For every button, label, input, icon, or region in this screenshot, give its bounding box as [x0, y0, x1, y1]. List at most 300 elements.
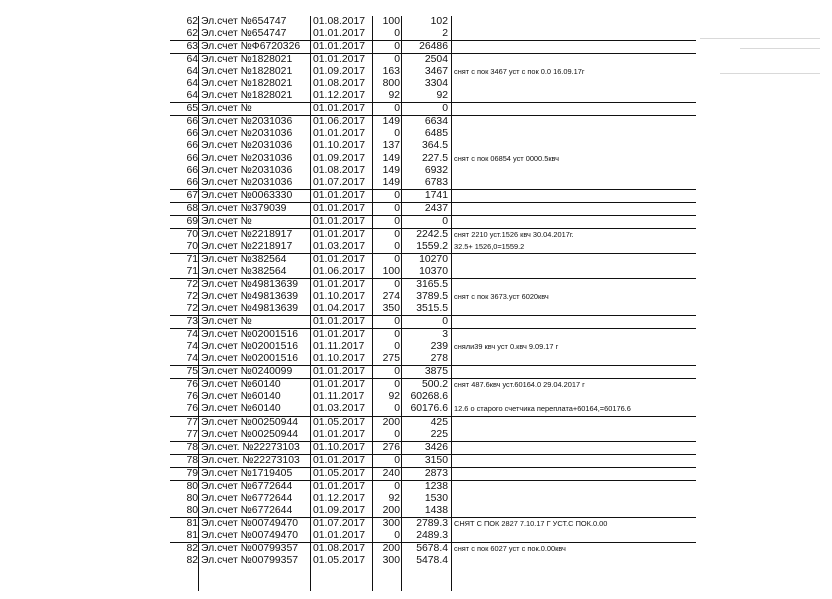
table-row: [170, 517, 696, 530]
meter-name: Эл.счет №49813639: [201, 278, 299, 290]
meter-reading: 0: [442, 103, 448, 115]
table-row: [170, 315, 696, 328]
meter-name: Эл.счет №2031036: [201, 164, 293, 176]
consumption-value: 0: [394, 379, 400, 391]
account-number: 72: [186, 303, 198, 315]
meter-reading: 6634: [424, 116, 448, 128]
consumption-value: 274: [382, 291, 400, 303]
reading-date: 01.01.2017: [313, 28, 366, 40]
meter-name: Эл.счет №1719405: [201, 467, 293, 479]
reading-date: 01.01.2017: [313, 480, 366, 492]
reading-date: 01.01.2017: [313, 215, 366, 227]
reading-note: [452, 103, 696, 115]
reading-date: 01.01.2017: [313, 103, 366, 115]
account-number: 82: [186, 542, 198, 554]
consumption-value: 149: [382, 176, 400, 188]
meter-reading: 10370: [419, 265, 448, 277]
consumption-value: 0: [394, 240, 400, 252]
table-row: [170, 78, 696, 90]
consumption-value: 100: [382, 16, 400, 27]
consumption-value: 275: [382, 353, 400, 365]
reading-note: [452, 555, 696, 567]
scan-artifact: [700, 38, 820, 39]
table-row: [170, 278, 696, 291]
reading-note: [452, 303, 696, 315]
meter-name: Эл.счет №00250944: [201, 416, 299, 428]
reading-note: снят с пок 6027 уст с пок.0.00квч: [454, 543, 566, 553]
reading-note: 12.6 о старого счетчика переплата+60164,=60176.6: [454, 404, 631, 414]
reading-date: 01.07.2017: [313, 176, 366, 188]
reading-note: [452, 254, 696, 266]
meter-reading: 2437: [424, 202, 448, 214]
table-row: [170, 189, 696, 202]
meter-reading: 3165.5: [416, 278, 448, 290]
table-row: [170, 454, 696, 467]
table-row: [170, 128, 696, 140]
meter-name: Эл.счет №02001516: [201, 329, 299, 341]
consumption-value: 0: [394, 278, 400, 290]
table-row: [170, 493, 696, 505]
table-row: [170, 530, 696, 542]
meter-reading: 10270: [419, 253, 448, 265]
reading-date: 01.09.2017: [313, 152, 366, 164]
meter-reading: 2789.3: [416, 517, 448, 529]
meter-reading: 92: [436, 90, 448, 102]
meter-readings-table: [170, 16, 696, 567]
account-number: 76: [186, 379, 198, 391]
consumption-value: 200: [382, 542, 400, 554]
meter-reading: 3789.5: [416, 291, 448, 303]
consumption-value: 0: [394, 28, 400, 40]
ledger-sheet: [170, 16, 696, 591]
table-row: [170, 153, 696, 165]
meter-name: Эл.счет №02001516: [201, 353, 299, 365]
reading-date: 01.04.2017: [313, 303, 366, 315]
meter-reading: 3467: [424, 66, 448, 78]
account-number: 74: [186, 329, 198, 341]
reading-date: 01.01.2017: [313, 379, 366, 391]
table-row: [170, 115, 696, 128]
meter-name: Эл.счет №00749470: [201, 517, 299, 529]
reading-note: [452, 316, 696, 328]
meter-name: Эл.счет №00250944: [201, 428, 299, 440]
reading-note: [452, 353, 696, 365]
consumption-value: 92: [388, 90, 400, 102]
account-number: 74: [186, 341, 198, 353]
consumption-value: 350: [382, 303, 400, 315]
reading-note: [452, 366, 696, 378]
meter-reading: 6485: [424, 128, 448, 140]
meter-reading: 225: [430, 428, 448, 440]
reading-date: 01.08.2017: [313, 78, 366, 90]
account-number: 70: [186, 240, 198, 252]
meter-reading: 3426: [424, 441, 448, 453]
table-row: [170, 353, 696, 365]
reading-note: СНЯТ С ПОК 2827 7.10.17 Г УСТ.С ПОК.0.00: [454, 518, 608, 528]
consumption-value: 0: [394, 341, 400, 353]
reading-date: 01.03.2017: [313, 403, 366, 415]
meter-name: Эл.счет №2031036: [201, 140, 293, 152]
table-row: [170, 202, 696, 215]
reading-date: 01.01.2017: [313, 529, 366, 541]
reading-date: 01.01.2017: [313, 278, 366, 290]
reading-note: [452, 41, 696, 53]
meter-name: Эл.счет №1828021: [201, 78, 293, 90]
reading-note: снят 487.6квч уст.60164.0 29.04.2017 г: [454, 380, 585, 390]
account-number: 64: [186, 66, 198, 78]
consumption-value: 0: [394, 316, 400, 328]
meter-name: Эл.счет №654747: [201, 28, 287, 40]
account-number: 81: [186, 529, 198, 541]
reading-date: 01.01.2017: [313, 189, 366, 201]
meter-reading: 60176.6: [410, 403, 448, 415]
meter-name: Эл.счет №2218917: [201, 228, 293, 240]
reading-note: [452, 165, 696, 177]
reading-date: 01.01.2017: [313, 366, 366, 378]
table-row: [170, 391, 696, 403]
meter-name: Эл.счет. №22273103: [201, 441, 300, 453]
account-number: 80: [186, 504, 198, 516]
reading-date: 01.01.2017: [313, 329, 366, 341]
meter-reading: 1238: [424, 480, 448, 492]
meter-reading: 102: [430, 16, 448, 27]
reading-note: [452, 493, 696, 505]
meter-name: Эл.счет. №22273103: [201, 454, 300, 466]
reading-date: 01.05.2017: [313, 467, 366, 479]
meter-reading: 364.5: [421, 140, 448, 152]
meter-reading: 60268.6: [410, 391, 448, 403]
account-number: 64: [186, 90, 198, 102]
reading-note: [452, 505, 696, 517]
meter-name: Эл.счет №2031036: [201, 152, 293, 164]
table-row: [170, 40, 696, 53]
account-number: 70: [186, 228, 198, 240]
reading-note: снят с пок 06854 уст 0000.5квч: [454, 153, 559, 163]
meter-name: Эл.счет №60140: [201, 403, 281, 415]
table-row: [170, 215, 696, 228]
consumption-value: 0: [394, 454, 400, 466]
reading-date: 01.01.2017: [313, 128, 366, 140]
consumption-value: 100: [382, 265, 400, 277]
reading-note: сняли39 квч уст 0.квч 9.09.17 г: [454, 342, 559, 352]
reading-date: 01.01.2017: [313, 428, 366, 440]
table-row: [170, 291, 696, 303]
account-number: 64: [186, 78, 198, 90]
account-number: 81: [186, 517, 198, 529]
account-number: 75: [186, 366, 198, 378]
meter-name: Эл.счет №: [201, 316, 252, 328]
meter-name: Эл.счет №00799357: [201, 555, 299, 567]
account-number: 66: [186, 164, 198, 176]
consumption-value: 0: [394, 215, 400, 227]
scan-artifact: [740, 48, 820, 49]
meter-reading: 227.5: [421, 152, 448, 164]
meter-reading: 1741: [424, 189, 448, 201]
consumption-value: 0: [394, 253, 400, 265]
meter-reading: 2489.3: [416, 529, 448, 541]
reading-date: 01.11.2017: [313, 391, 365, 403]
meter-name: Эл.счет №2031036: [201, 116, 293, 128]
meter-reading: 425: [430, 416, 448, 428]
table-row: [170, 16, 696, 28]
meter-name: Эл.счет №0240099: [201, 366, 293, 378]
meter-reading: 0: [442, 215, 448, 227]
meter-name: Эл.счет №1828021: [201, 54, 293, 66]
consumption-value: 92: [388, 492, 400, 504]
account-number: 62: [186, 16, 198, 27]
reading-note: снят 2210 уст.1526 квч 30.04.2017г.: [454, 229, 574, 239]
consumption-value: 137: [382, 140, 400, 152]
table-row: [170, 403, 696, 415]
reading-note: [452, 468, 696, 480]
table-row: [170, 228, 696, 241]
consumption-value: 0: [394, 128, 400, 140]
table-row: [170, 378, 696, 391]
reading-note: [452, 329, 696, 341]
consumption-value: 300: [382, 517, 400, 529]
consumption-value: 0: [394, 428, 400, 440]
reading-date: 01.01.2017: [313, 202, 366, 214]
table-row: [170, 102, 696, 115]
meter-name: Эл.счет №382564: [201, 253, 287, 265]
reading-note: [452, 54, 696, 66]
consumption-value: 0: [394, 202, 400, 214]
meter-name: Эл.счет №00749470: [201, 529, 299, 541]
account-number: 76: [186, 391, 198, 403]
reading-date: 01.05.2017: [313, 555, 366, 567]
reading-date: 01.06.2017: [313, 116, 366, 128]
reading-date: 01.08.2017: [313, 16, 366, 27]
meter-name: Эл.счет №654747: [201, 16, 287, 27]
reading-date: 01.12.2017: [313, 492, 366, 504]
reading-note: [452, 177, 696, 189]
account-number: 66: [186, 116, 198, 128]
reading-note: [452, 429, 696, 441]
reading-date: 01.12.2017: [313, 90, 366, 102]
account-number: 72: [186, 291, 198, 303]
table-row: [170, 542, 696, 555]
consumption-value: 163: [382, 66, 400, 78]
table-row: [170, 266, 696, 278]
consumption-value: 0: [394, 228, 400, 240]
consumption-value: 92: [388, 391, 400, 403]
account-number: 68: [186, 202, 198, 214]
account-number: 71: [186, 253, 198, 265]
table-row: [170, 555, 696, 567]
consumption-value: 0: [394, 54, 400, 66]
account-number: 72: [186, 278, 198, 290]
meter-name: Эл.счет №Ф6720326: [201, 41, 301, 53]
reading-date: 01.01.2017: [313, 454, 366, 466]
meter-name: Эл.счет №02001516: [201, 341, 299, 353]
meter-name: Эл.счет №382564: [201, 265, 287, 277]
reading-note: [452, 530, 696, 542]
account-number: 73: [186, 316, 198, 328]
reading-date: 01.01.2017: [313, 54, 366, 66]
meter-reading: 2873: [424, 467, 448, 479]
consumption-value: 0: [394, 329, 400, 341]
account-number: 74: [186, 353, 198, 365]
meter-reading: 2504: [424, 54, 448, 66]
account-number: 78: [186, 441, 198, 453]
consumption-value: 276: [382, 441, 400, 453]
consumption-value: 800: [382, 78, 400, 90]
meter-name: Эл.счет №6772644: [201, 504, 293, 516]
account-number: 78: [186, 454, 198, 466]
meter-name: Эл.счет №: [201, 103, 252, 115]
account-number: 66: [186, 152, 198, 164]
meter-reading: 500.2: [421, 379, 448, 391]
scan-artifact: [720, 73, 820, 74]
meter-reading: 239: [430, 341, 448, 353]
meter-reading: 26486: [419, 41, 448, 53]
consumption-value: 0: [394, 480, 400, 492]
reading-note: [452, 442, 696, 454]
reading-note: [452, 90, 696, 102]
reading-date: 01.01.2017: [313, 316, 366, 328]
meter-name: Эл.счет №2031036: [201, 176, 293, 188]
account-number: 69: [186, 215, 198, 227]
meter-name: Эл.счет №: [201, 215, 252, 227]
reading-date: 01.10.2017: [313, 140, 366, 152]
reading-date: 01.03.2017: [313, 240, 366, 252]
reading-note: [452, 203, 696, 215]
reading-date: 01.09.2017: [313, 66, 366, 78]
reading-note: снят с пок 3467 уст с пок 0.0 16.09.17г: [454, 67, 585, 77]
meter-reading: 0: [442, 316, 448, 328]
reading-note: [452, 190, 696, 202]
table-row: [170, 253, 696, 266]
consumption-value: 240: [382, 467, 400, 479]
meter-reading: 3: [442, 329, 448, 341]
table-row: [170, 467, 696, 480]
consumption-value: 300: [382, 555, 400, 567]
table-row: [170, 441, 696, 454]
meter-name: Эл.счет №2218917: [201, 240, 293, 252]
reading-note: [452, 455, 696, 467]
table-row: [170, 365, 696, 378]
consumption-value: 149: [382, 164, 400, 176]
table-row: [170, 28, 696, 40]
meter-reading: 1530: [424, 492, 448, 504]
meter-reading: 3150: [424, 454, 448, 466]
consumption-value: 0: [394, 41, 400, 53]
consumption-value: 200: [382, 416, 400, 428]
table-row: [170, 416, 696, 429]
reading-note: [452, 16, 696, 28]
meter-reading: 3304: [424, 78, 448, 90]
account-number: 71: [186, 265, 198, 277]
meter-name: Эл.счет №6772644: [201, 492, 293, 504]
meter-name: Эл.счет №2031036: [201, 128, 293, 140]
meter-name: Эл.счет №60140: [201, 379, 281, 391]
meter-name: Эл.счет №0063330: [201, 189, 293, 201]
reading-note: [452, 116, 696, 128]
reading-date: 01.01.2017: [313, 253, 366, 265]
account-number: 64: [186, 54, 198, 66]
meter-name: Эл.счет №49813639: [201, 303, 299, 315]
table-row: [170, 165, 696, 177]
consumption-value: 149: [382, 116, 400, 128]
account-number: 66: [186, 140, 198, 152]
reading-date: 01.06.2017: [313, 265, 366, 277]
account-number: 80: [186, 480, 198, 492]
reading-date: 01.08.2017: [313, 542, 366, 554]
reading-note: [452, 481, 696, 493]
consumption-value: 0: [394, 189, 400, 201]
meter-reading: 278: [430, 353, 448, 365]
meter-reading: 5478.4: [416, 555, 448, 567]
table-row: [170, 328, 696, 341]
account-number: 80: [186, 492, 198, 504]
reading-date: 01.11.2017: [313, 341, 365, 353]
table-row: [170, 505, 696, 517]
meter-reading: 3515.5: [416, 303, 448, 315]
meter-name: Эл.счет №6772644: [201, 480, 293, 492]
reading-note: [452, 391, 696, 403]
reading-note: [452, 266, 696, 278]
table-row: [170, 140, 696, 152]
account-number: 66: [186, 128, 198, 140]
meter-name: Эл.счет №379039: [201, 202, 287, 214]
consumption-value: 0: [394, 366, 400, 378]
account-number: 65: [186, 103, 198, 115]
reading-date: 01.01.2017: [313, 228, 366, 240]
meter-reading: 6932: [424, 164, 448, 176]
consumption-value: 0: [394, 103, 400, 115]
account-number: 66: [186, 176, 198, 188]
meter-name: Эл.счет №60140: [201, 391, 281, 403]
meter-name: Эл.счет №1828021: [201, 90, 293, 102]
reading-date: 01.08.2017: [313, 164, 366, 176]
account-number: 63: [186, 41, 198, 53]
account-number: 77: [186, 416, 198, 428]
table-row: [170, 90, 696, 102]
meter-reading: 2242.5: [416, 228, 448, 240]
table-row: [170, 66, 696, 78]
table-row: [170, 480, 696, 493]
account-number: 62: [186, 28, 198, 40]
meter-name: Эл.счет №00799357: [201, 542, 299, 554]
meter-name: Эл.счет №49813639: [201, 291, 299, 303]
meter-reading: 3875: [424, 366, 448, 378]
meter-name: Эл.счет №1828021: [201, 66, 293, 78]
account-number: 77: [186, 428, 198, 440]
reading-note: [452, 28, 696, 40]
table-row: [170, 303, 696, 315]
table-row: [170, 177, 696, 189]
table-row: [170, 241, 696, 253]
consumption-value: 0: [394, 403, 400, 415]
table-row: [170, 429, 696, 441]
consumption-value: 0: [394, 529, 400, 541]
reading-date: 01.10.2017: [313, 291, 366, 303]
reading-note: [452, 417, 696, 429]
reading-note: снят с пок 3673.уст 6020квч: [454, 292, 549, 302]
table-row: [170, 53, 696, 66]
reading-note: [452, 78, 696, 90]
reading-date: 01.10.2017: [313, 353, 366, 365]
reading-note: 32.5+ 1526,0=1559.2: [454, 241, 525, 251]
reading-note: [452, 140, 696, 152]
reading-date: 01.01.2017: [313, 41, 366, 53]
consumption-value: 149: [382, 152, 400, 164]
consumption-value: 200: [382, 504, 400, 516]
meter-reading: 2: [442, 28, 448, 40]
reading-date: 01.10.2017: [313, 441, 366, 453]
reading-note: [452, 279, 696, 291]
reading-date: 01.07.2017: [313, 517, 366, 529]
